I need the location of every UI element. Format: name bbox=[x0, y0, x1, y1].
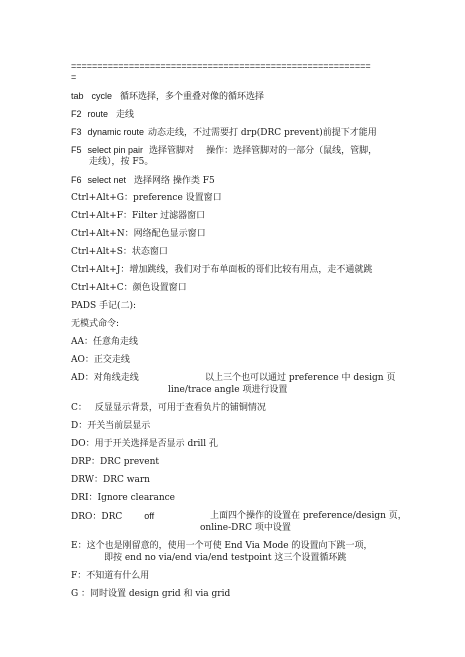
dro-key: DRO：DRC bbox=[71, 512, 123, 522]
drp-line: DRP：DRC prevent bbox=[71, 457, 160, 467]
ad-line-cont: line/trace angle 项进行设置 bbox=[168, 385, 288, 395]
f6-desc: 选择网络 操作类 F5 bbox=[134, 176, 215, 186]
f5-key: F5 bbox=[71, 145, 82, 155]
e-line: E：这个也是刚留意的，使用一个可使 End Via Mode 的设置向下跳一项， bbox=[71, 541, 373, 551]
f5-line-cont: 走线），按 F5。 bbox=[89, 157, 154, 167]
c-key: C： bbox=[71, 403, 87, 413]
separator-line: ========================================================= bbox=[71, 61, 371, 71]
f2-line bbox=[71, 108, 134, 121]
tab-key: tab bbox=[71, 91, 84, 101]
dri-line: DRI：Ignore clearance bbox=[71, 493, 176, 503]
g-line: G ：同时设置 design grid 和 via grid bbox=[71, 589, 231, 599]
ctrl-alt-j-line: Ctrl+Alt+J：增加跳线，我们对于布单面板的哥们比较有用点，走不通就跳 bbox=[71, 265, 373, 275]
aa-line: AA：任意角走线 bbox=[71, 337, 138, 347]
ctrl-alt-c-line: Ctrl+Alt+C：颜色设置窗口 bbox=[71, 283, 187, 293]
separator-end: = bbox=[71, 72, 77, 82]
tab-line bbox=[71, 90, 264, 103]
dro-line bbox=[71, 510, 154, 523]
ctrl-alt-n-line: Ctrl+Alt+N：网络配色显示窗口 bbox=[71, 229, 206, 239]
dro-line-note: 上面四个操作的设置在 preference/design 页， bbox=[210, 511, 407, 521]
ctrl-alt-s-line: Ctrl+Alt+S：状态窗口 bbox=[71, 247, 168, 257]
c-line bbox=[71, 402, 266, 414]
f3-line bbox=[71, 126, 377, 139]
tab-desc: 循环选择，多个重叠对像的循环选择 bbox=[120, 92, 265, 102]
dro-line-cont: online-DRC 项中设置 bbox=[200, 523, 291, 533]
f2-desc: 走线 bbox=[116, 110, 135, 120]
do-line: DO：用于开关选择是否显示 drill 孔 bbox=[71, 439, 219, 449]
f6-cmd: select net bbox=[87, 175, 127, 185]
f5-desc-b: 操作：选择管脚对的一部分（鼠线，管脚， bbox=[206, 146, 378, 156]
ctrl-alt-g-line: Ctrl+Alt+G：preference 设置窗口 bbox=[71, 193, 222, 203]
f5-desc-a: 选择管脚对 bbox=[149, 146, 195, 156]
f6-key: F6 bbox=[71, 175, 82, 185]
c-desc: 反显显示背景，可用于查看负片的铺铜情况 bbox=[94, 403, 266, 413]
e-line-cont: 即按 end no via/end via/end testpoint 这三个设置循环跳 bbox=[104, 553, 347, 563]
f3-desc: 动态走线，不过需要打 drp(DRC prevent)前提下才能用 bbox=[148, 128, 377, 138]
tab-cmd: cycle bbox=[91, 91, 113, 101]
notes-title: PADS 手记(二): bbox=[71, 301, 137, 311]
drw-line: DRW：DRC warn bbox=[71, 475, 150, 485]
ad-line: AD：对角线走线 bbox=[71, 373, 139, 383]
f3-cmd: dynamic route bbox=[87, 127, 145, 137]
f6-line bbox=[71, 174, 215, 187]
dro-off: off bbox=[144, 511, 155, 521]
ctrl-alt-f-line: Ctrl+Alt+F：Filter 过滤器窗口 bbox=[71, 211, 206, 221]
f2-cmd: route bbox=[87, 109, 109, 119]
d-line: D：开关当前层显示 bbox=[71, 421, 151, 431]
f-line: F：不知道有什么用 bbox=[71, 571, 150, 581]
f3-key: F3 bbox=[71, 127, 82, 137]
ad-line-note: 以上三个也可以通过 preference 中 design 页 bbox=[205, 373, 396, 383]
ao-line: AO：正交走线 bbox=[71, 355, 130, 365]
f2-key: F2 bbox=[71, 109, 82, 119]
f5-cmd: select pin pair bbox=[87, 145, 144, 155]
modeless-title: 无模式命令: bbox=[71, 319, 120, 329]
